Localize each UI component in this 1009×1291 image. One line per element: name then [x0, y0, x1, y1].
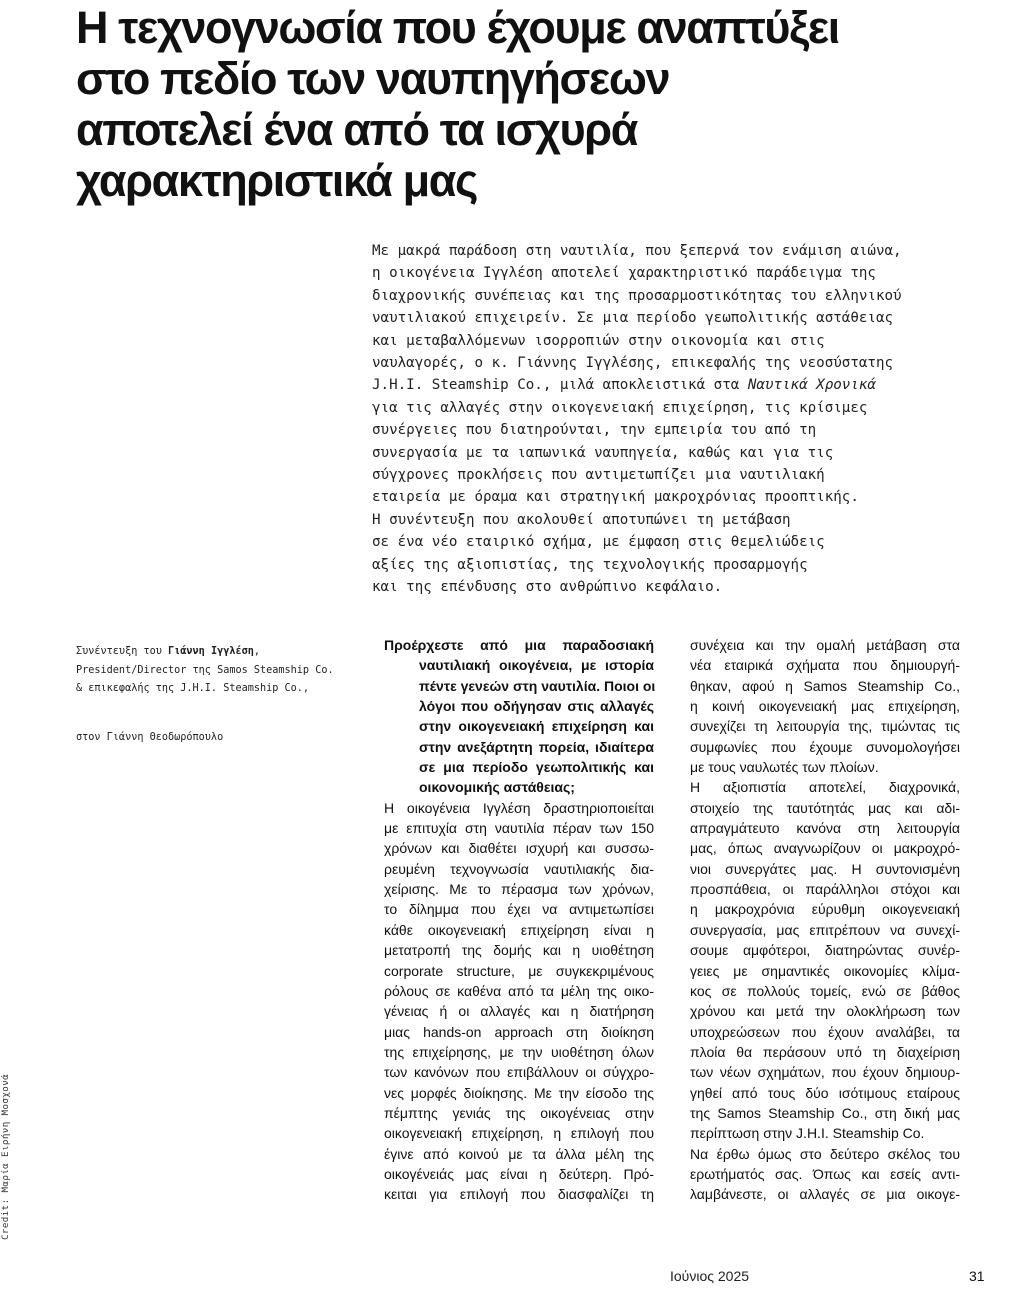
- paragraph-line: νέα εταιρικά σχήματα που δημιουργή-: [690, 657, 960, 674]
- paragraph-line: Να έρθω όμως στο δεύτερο σκέλος του: [690, 1145, 960, 1162]
- question-line: λόγοι που οδήγησαν στις αλλαγές: [419, 698, 654, 715]
- paragraph-line: κος σε πολλούς τομείς, ενώ σε βάθος: [690, 982, 960, 999]
- paragraph-line: Η αξιοπιστία αποτελεί, διαχρονικά,: [690, 779, 960, 796]
- text-column-1: [384, 635, 654, 1205]
- paragraph-line: νιοι συνεργάτες μας. Η συντονισμένη: [690, 860, 960, 877]
- lead-line: ναυλαγορές, ο κ. Γιάννης Ιγγλέσης, επικεφαλής της νεοσύστατης: [372, 355, 894, 372]
- lead-line: για τις αλλαγές στην οικογενειακή επιχείρηση, τις κρίσιμες: [372, 399, 868, 416]
- interview-question: [384, 635, 654, 798]
- lead-line: ναυτιλιακού επιχειρείν. Σε μια περίοδο γεωπολιτικής αστάθειας: [372, 310, 894, 327]
- paragraph-3: [690, 1144, 960, 1205]
- paragraph-line: απραγμάτευτο κανόνα στη λειτουργία: [690, 820, 960, 837]
- question-line: σε μια περίοδο γεωπολιτικής και: [419, 759, 654, 776]
- magazine-name: Ναυτικά Χρονικά: [747, 377, 876, 394]
- answer-line: μετατροπή της δομής και η υιοθέτηση: [384, 942, 654, 959]
- paragraph-line: χρόνου και μετά την ολοκλήρωση των: [690, 1003, 960, 1020]
- lead-line: [372, 374, 1009, 396]
- answer-line: Η οικογένεια Ιγγλέση δραστηριοποιείται: [384, 799, 654, 816]
- answer-line: των κανόνων που επιβάλλουν οι σύγχρο-: [384, 1064, 654, 1081]
- headline-line: χαρακτηριστικά μας: [76, 155, 477, 206]
- paragraph-line: η μακροχρόνια εύρυθμη οικογενειακή: [690, 901, 960, 918]
- byline-line-2: President/Director της Samos Steamship Co.: [76, 664, 334, 676]
- paragraph-line: γειες με σημαντικές οικονομίες κλίμα-: [690, 962, 960, 979]
- lead-line-text: J.H.I. Steamship Co., μιλά αποκλειστικά στα: [372, 377, 740, 394]
- paragraph-line: σουμε αμφότεροι, διατηρώντας συνέρ-: [690, 942, 960, 959]
- paragraph-1: [690, 635, 960, 777]
- byline-line-1: [76, 643, 366, 662]
- question-line: Προέρχεστε από μια παραδοσιακή: [384, 637, 654, 653]
- paragraph-line: συνεργασία, μας επιτρέπουν να συνεχί-: [690, 921, 960, 938]
- article-headline: [76, 2, 996, 206]
- answer-line: κειται για επιλογή που διασφαλίζει τη: [384, 1186, 654, 1203]
- answer-line: οικογενειακή επιχείρηση, η επιλογή που: [384, 1125, 654, 1142]
- paragraph-line: συνέχεια και την ομαλή μετάβαση στα: [690, 637, 960, 653]
- issue-date: Ιούνιος 2025: [670, 1268, 750, 1284]
- paragraph-line: με τους ναυλωτές των πλοίων.: [690, 759, 879, 776]
- headline-line: Η τεχνογνωσία που έχουμε αναπτύξει: [76, 2, 839, 53]
- answer-line: οικογένειάς μας είναι η δεύτερη. Πρό-: [384, 1165, 654, 1182]
- byline-prefix: Συνέντευξη του: [76, 646, 162, 657]
- paragraph-line: λαμβάνεστε, οι αλλαγές σε μια οικογε-: [690, 1186, 960, 1203]
- answer-line: ρόλους σε καθένα από τα μέλη της οικο-: [384, 982, 654, 999]
- paragraph-line: προσπάθεια, οι παράλληλοι στόχοι και: [690, 881, 960, 898]
- lead-line: Η συνέντευξη που ακολουθεί αποτυπώνει τη μετάβαση: [372, 511, 791, 528]
- lead-line: Με μακρά παράδοση στη ναυτιλία, που ξεπερνά τον ενάμιση αιώνα,: [372, 243, 902, 259]
- lead-line: και της επένδυσης στο ανθρώπινο κεφάλαιο.: [372, 579, 723, 596]
- answer-paragraph: [384, 798, 654, 1205]
- lead-paragraph: [372, 240, 1009, 599]
- answer-line: το δίλημμα που έχει να αντιμετωπίσει: [384, 901, 654, 918]
- question-line: πέντε γενεών στη ναυτιλία. Ποιοι οι: [419, 677, 656, 694]
- paragraph-line: θηκαν, αφού η Samos Steamship Co.,: [690, 677, 960, 694]
- photo-credit: Credit: Μαρία Ειρήνη Μοσχονά: [0, 1073, 11, 1240]
- headline-line: στο πεδίο των ναυπηγήσεων: [76, 53, 670, 104]
- lead-line: και μεταβαλλόμενων ισορροπιών στην οικονομία και στις: [372, 332, 825, 349]
- question-line: στην ανεξάρτητη πορεία, ιδιαίτερα: [419, 738, 654, 755]
- paragraph-line: περίπτωση στην J.H.I. Steamship Co.: [690, 1125, 925, 1142]
- question-line: οικονομικής αστάθειας;: [419, 779, 575, 796]
- lead-line: διαχρονικής συνέπειας και της προσαρμοστικότητας του ελληνικού: [372, 287, 902, 304]
- text-column-2: [690, 635, 960, 1205]
- paragraph-line: ερωτήματός σας. Όπως και εσείς αντι-: [690, 1165, 960, 1182]
- answer-line: γένειας ή οι αλλαγές και η διατήρηση: [384, 1003, 654, 1020]
- answer-line: μιας hands-on approach στη διοίκηση: [384, 1023, 654, 1040]
- headline-line: αποτελεί ένα από τα ισχυρά: [76, 104, 638, 155]
- answer-line: έγινε από κοινού με τα άλλα μέλη της: [384, 1145, 654, 1162]
- paragraph-line: μας, όπως αναγνωρίζουν οι μακροχρό-: [690, 840, 960, 857]
- paragraph-line: συμφωνίες που έχουμε συνομολογήσει: [690, 738, 960, 755]
- answer-line: χρόνων και διαθέτει ισχυρή και συσσω-: [384, 840, 654, 857]
- lead-line: συνέργειες που διατηρούνται, την εμπειρία του από τη: [372, 422, 817, 439]
- paragraph-line: της Samos Steamship Co., στη δική μας: [690, 1104, 960, 1121]
- paragraph-2: [690, 777, 960, 1143]
- answer-line: πέμπτης γενιάς της οικογένειας στην: [384, 1104, 654, 1121]
- lead-line: σύγχρονες προκλήσεις που αντιμετωπίζει μια ναυτιλιακή: [372, 467, 825, 484]
- paragraph-line: στοιχείο της ταυτότητάς μας και αδι-: [690, 799, 960, 816]
- answer-line: της επιχείρησης, με την υιοθέτηση όλων: [384, 1043, 654, 1060]
- answer-line: με επιτυχία στη ναυτιλία πέραν των 150: [384, 820, 654, 837]
- byline-line-3: & επικεφαλής της J.H.I. Steamship Co.,: [76, 683, 310, 694]
- lead-line: σε ένα νέο εταιρικό σχήμα, με έμφαση στις θεμελιώδεις: [372, 534, 825, 551]
- question-line: στην οικογενειακή επιχείρηση και: [419, 718, 654, 735]
- byline: [76, 643, 366, 747]
- lead-line: εταιρεία με όραμα και στρατηγική μακροχρόνιας προοπτικής.: [372, 489, 859, 506]
- paragraph-line: των νέων σχημάτων, που έχουν δημιουρ-: [690, 1064, 960, 1081]
- answer-line: νες μορφές διοίκησης. Με την είσοδο της: [384, 1084, 654, 1101]
- paragraph-line: η κοινή οικογενειακή μας επιχείρηση,: [690, 698, 960, 715]
- lead-line: συνεργασία με τα ιαπωνικά ναυπηγεία, καθώς και για τις: [372, 444, 834, 461]
- page-number: 31: [969, 1268, 985, 1284]
- byline-comma: ,: [253, 646, 261, 657]
- interviewee-name: Γιάννη Ιγγλέση: [168, 646, 254, 657]
- answer-line: χείρισης. Με το πέρασμα των χρόνων,: [384, 881, 654, 898]
- paragraph-line: γηθεί από τους δύο ισότιμους εταίρους: [690, 1084, 960, 1101]
- answer-line: corporate structure, με συγκεκριμένους: [384, 962, 654, 979]
- question-line: ναυτιλιακή οικογένεια, με ιστορία: [419, 657, 654, 674]
- paragraph-line: πλοία θα περάσουν υπό τη διαχείριση: [690, 1043, 960, 1060]
- answer-line: κάθε οικογενειακή επιχείρηση είναι η: [384, 921, 654, 938]
- answer-line: ρευμένη τεχνογνωσία ναυτιλιακής δια-: [384, 860, 654, 877]
- lead-line: η οικογένεια Ιγγλέση αποτελεί χαρακτηριστικό παράδειγμα της: [372, 265, 876, 282]
- interviewer-line: στον Γιάννη Θεοδωρόπουλο: [76, 731, 224, 743]
- lead-line: αξίες της αξιοπιστίας, της τεχνολογικής προσαρμογής: [372, 556, 808, 573]
- paragraph-line: συνεχίζει τη λειτουργία της, τιμώντας τις: [690, 718, 960, 735]
- paragraph-line: υποχρεώσεων που έχουν αναλάβει, τα: [690, 1023, 960, 1040]
